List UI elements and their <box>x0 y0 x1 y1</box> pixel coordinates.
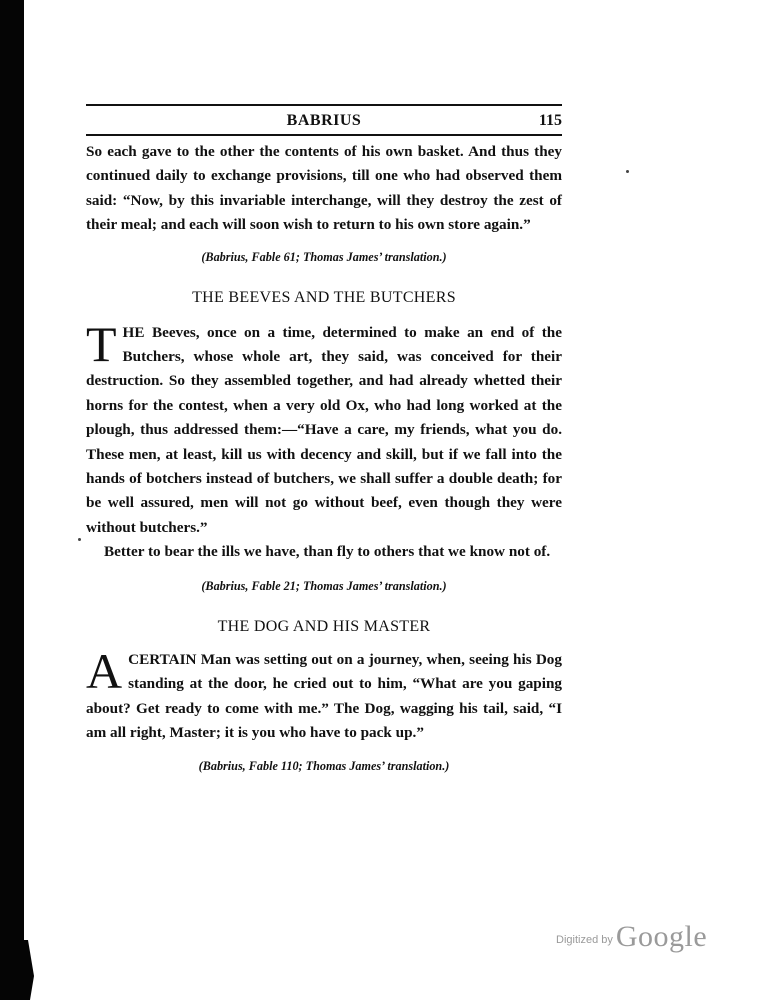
scan-speck <box>78 538 81 541</box>
lead-word: HE <box>122 323 145 341</box>
opening-paragraph: So each gave to the other the contents of his own basket. And thus they continued daily to exchange provisions, till one who had observed them said: “Now, by this invariable interchange, will they destroy the zest of their meal; and each will soon wish to return to his own store again.” <box>86 143 562 234</box>
watermark-prefix: Digitized by <box>556 934 613 946</box>
digitization-watermark <box>556 920 707 954</box>
citation-fable-61: (Babrius, Fable 61; Thomas James’ translation.) <box>201 249 447 264</box>
moral-paragraph: Better to bear the ills we have, than fly to others that we know not of. <box>104 543 551 561</box>
book-page <box>86 104 562 774</box>
drop-cap: T <box>86 315 117 372</box>
drop-cap: A <box>86 642 123 699</box>
running-header <box>86 106 562 136</box>
google-logo: Google <box>615 920 708 953</box>
story-paragraph <box>86 642 562 746</box>
story-title-dog: THE DOG AND HIS MASTER <box>217 617 431 635</box>
citation-fable-110: (Babrius, Fable 110; Thomas James’ translation.) <box>198 759 450 774</box>
paragraph-text: Beeves, once on a time, determined to make an end of the Butchers, whose whole art, they said, was conceived for their destruction. So they assembled together, and had already whetted their horns for the contest, when a very old Ox, who had long worked at the plough, thus addressed them:—“Have a care, my friends, what you do. These men, at least, kill us with decency and skill, but if we fall into the hands of botchers instead of butchers, we shall suffer a double death; for be well assured, men will not go without beef, even though they were without butchers.” <box>86 323 562 536</box>
story-body-beeves <box>86 315 562 565</box>
running-title: BABRIUS <box>286 112 362 129</box>
story-body-dog <box>86 642 562 746</box>
scan-binding-edge <box>0 0 24 1000</box>
page-number: 115 <box>538 112 562 129</box>
citation-fable-21: (Babrius, Fable 21; Thomas James’ translation.) <box>201 578 447 593</box>
story-paragraph <box>86 315 562 541</box>
story-title-beeves: THE BEEVES AND THE BUTCHERS <box>192 288 456 306</box>
scan-speck <box>626 170 629 173</box>
paragraph-text: Man was setting out on a journey, when, seeing his Dog standing at the door, he cried out to him, “What are you gaping about? Get ready to come with me.” The Dog, wagging his tail, said, “I am all right, Master; it is you who have to pack up.” <box>86 650 562 741</box>
lead-word: CERTAIN <box>128 650 197 668</box>
scan-binding-corner <box>24 940 34 1000</box>
